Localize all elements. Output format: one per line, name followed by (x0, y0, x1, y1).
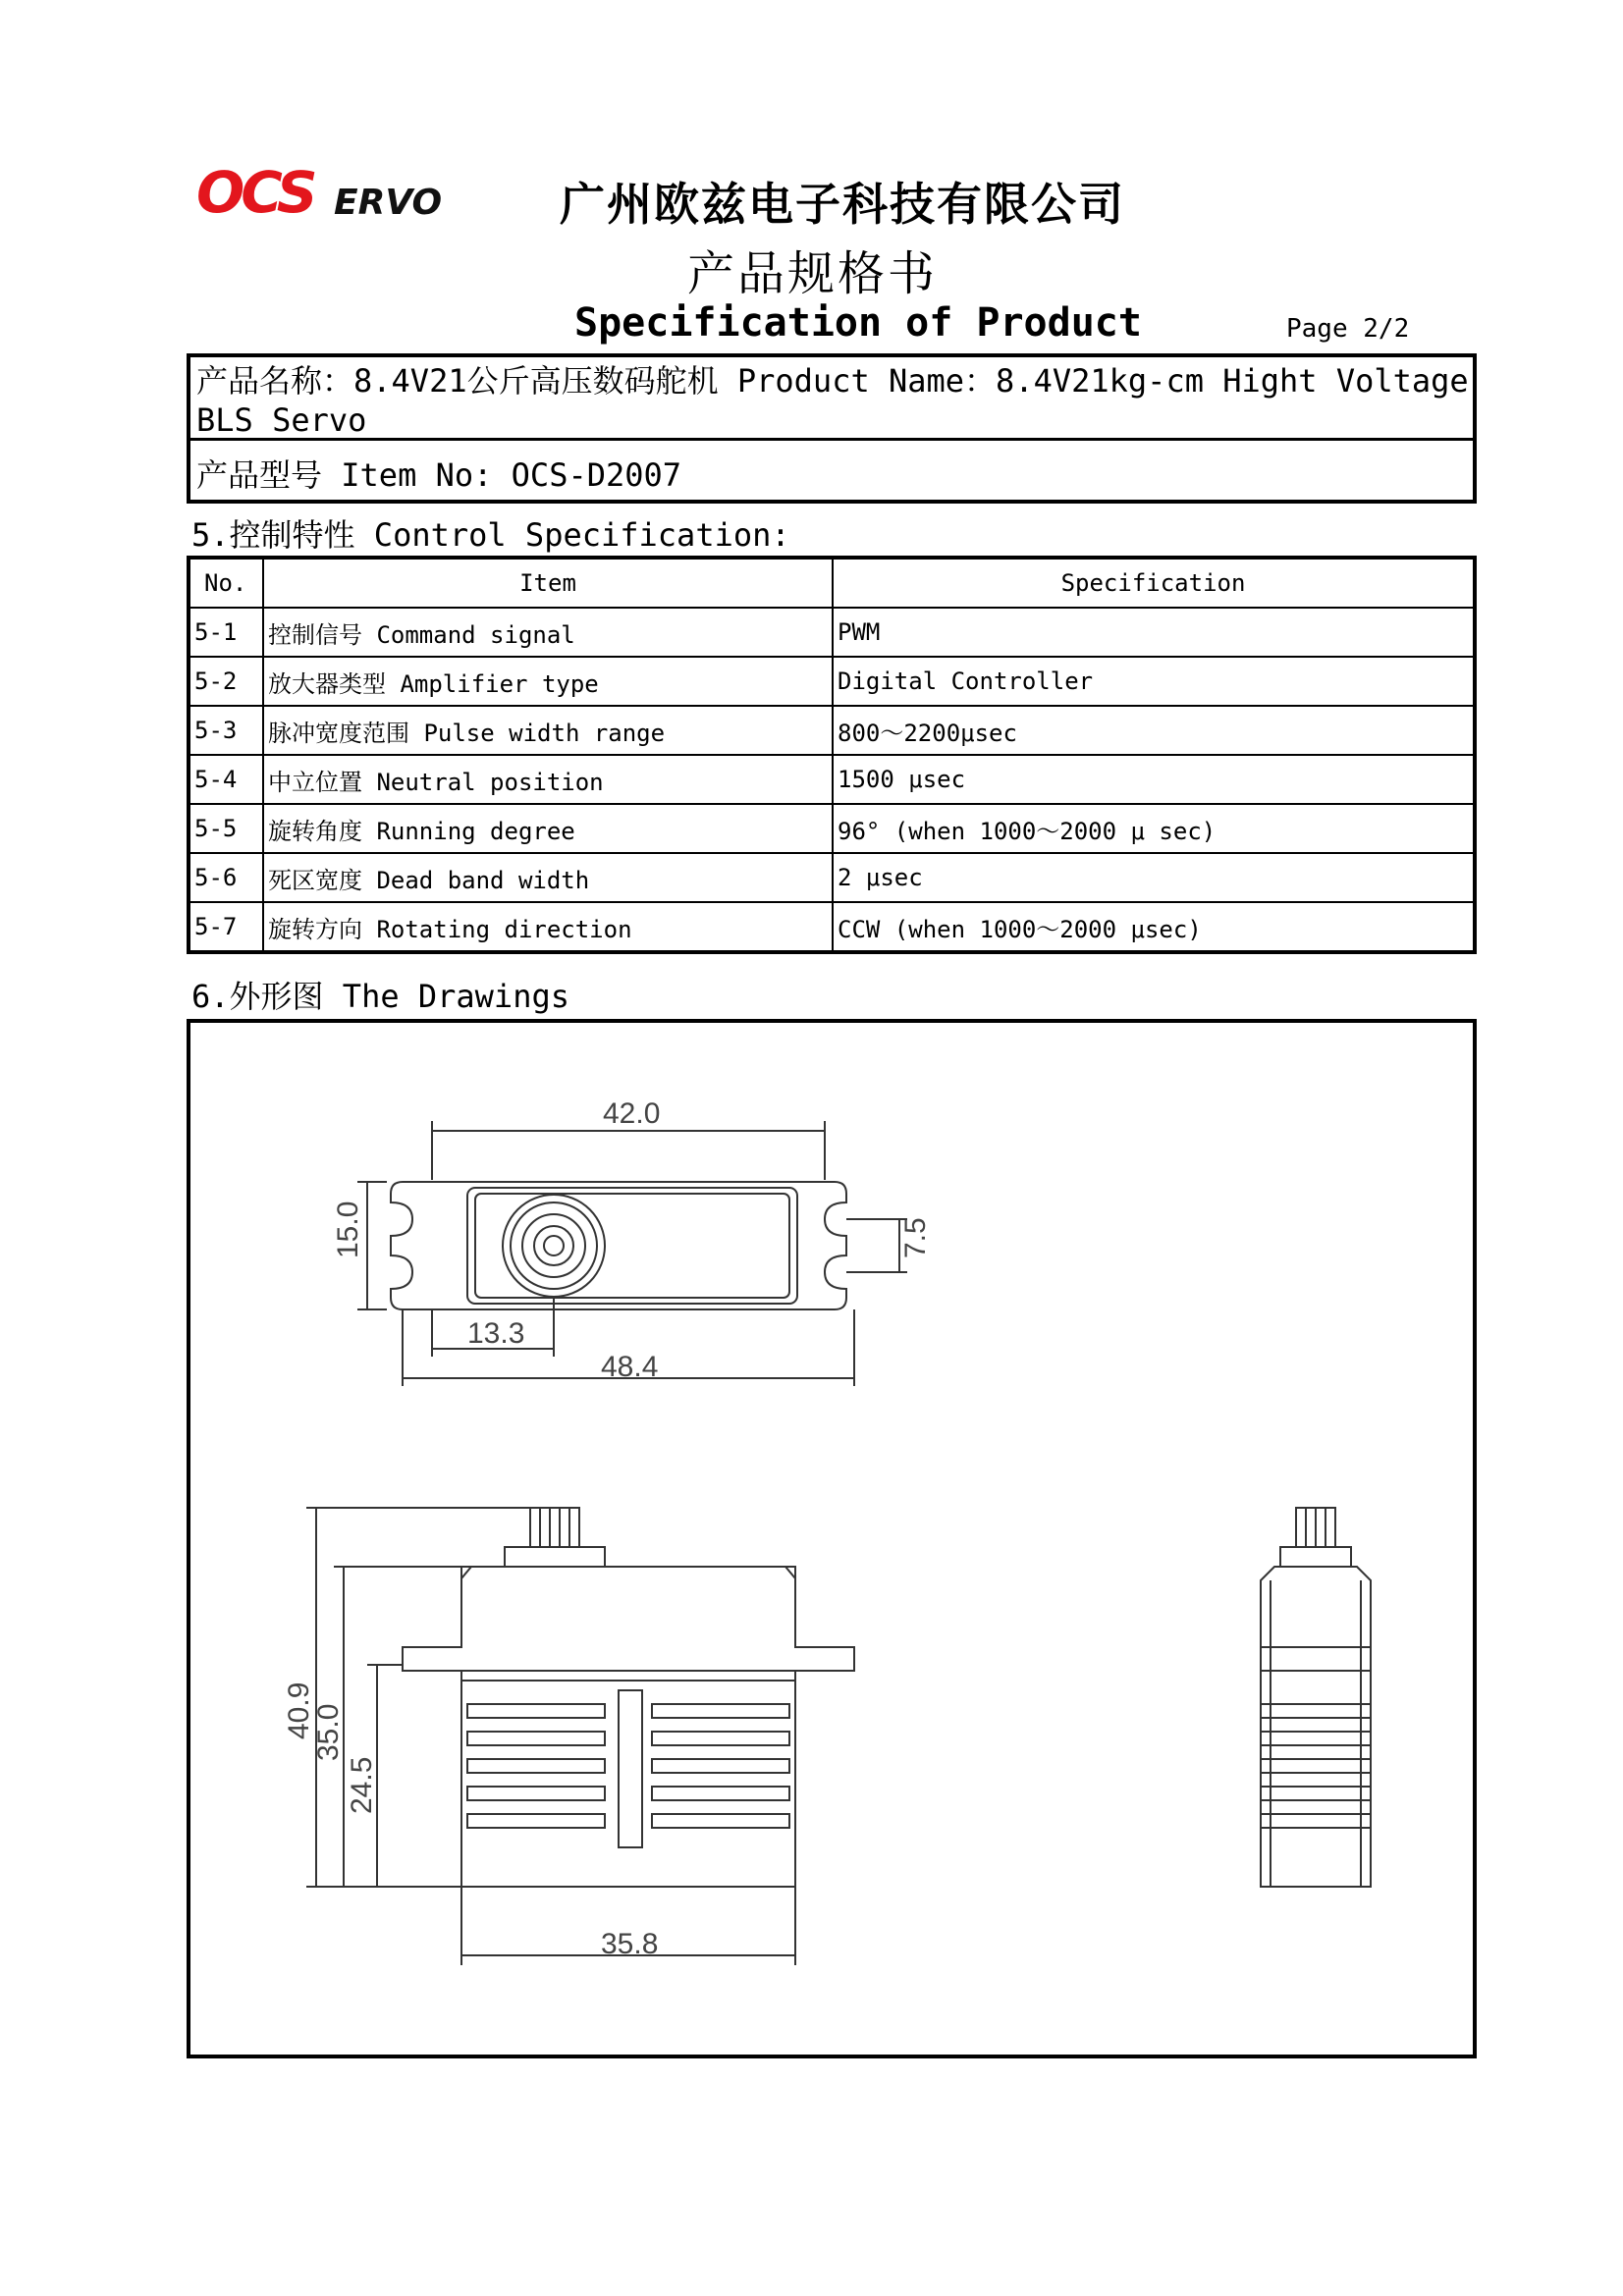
top-view (357, 1121, 907, 1386)
row-item: 旋转角度 Running degree (263, 804, 833, 853)
product-name-line1: 产品名称：8.4V21公斤高压数码舵机 Product Name：8.4V21kg-cm Hight Voltage (196, 362, 1469, 400)
row-spec: 800～2200μsec (833, 706, 1475, 755)
item-number-row: 产品型号 Item No: OCS-D2007 (196, 456, 682, 494)
company-logo (196, 165, 457, 224)
dim-13-3: 13.3 (467, 1317, 525, 1350)
dim-7-5: 7.5 (899, 1217, 932, 1258)
column-header-no: No. (189, 558, 263, 608)
drawings-section-title: 6.外形图 The Drawings (191, 978, 569, 1015)
document-title-cn: 产品规格书 (687, 246, 939, 301)
column-header-item: Item (263, 558, 833, 608)
row-item: 中立位置 Neutral position (263, 755, 833, 804)
row-number: 5-4 (189, 755, 263, 804)
row-spec: 1500 μsec (833, 755, 1475, 804)
dim-35-0: 35.0 (312, 1703, 345, 1761)
row-spec: CCW (when 1000～2000 μsec) (833, 902, 1475, 952)
control-spec-section-title: 5.控制特性 Control Specification: (191, 516, 790, 554)
row-spec: 2 μsec (833, 853, 1475, 902)
product-info-box (187, 353, 1477, 504)
table-row (189, 706, 1475, 755)
row-spec: Digital Controller (833, 657, 1475, 706)
column-header-specification: Specification (833, 558, 1475, 608)
dim-35-8: 35.8 (601, 1928, 659, 1960)
product-name-row (190, 357, 1473, 441)
table-row (189, 755, 1475, 804)
row-item: 控制信号 Command signal (263, 608, 833, 657)
row-number: 5-1 (189, 608, 263, 657)
company-name: 广州欧兹电子科技有限公司 (560, 178, 1125, 231)
row-item: 脉冲宽度范围 Pulse width range (263, 706, 833, 755)
front-view (306, 1508, 854, 1965)
row-number: 5-7 (189, 902, 263, 952)
row-item: 死区宽度 Dead band width (263, 853, 833, 902)
table-row (189, 853, 1475, 902)
page-number: Page 2/2 (1286, 314, 1410, 344)
control-spec-table (187, 556, 1477, 954)
row-spec: 96° (when 1000～2000 μ sec) (833, 804, 1475, 853)
servo-technical-drawing (190, 1023, 1473, 2055)
side-view (1261, 1508, 1371, 1887)
row-spec: PWM (833, 608, 1475, 657)
table-row (189, 608, 1475, 657)
row-number: 5-6 (189, 853, 263, 902)
table-row (189, 804, 1475, 853)
row-number: 5-5 (189, 804, 263, 853)
document-title-en: Specification of Product (574, 300, 1142, 346)
drawing-frame (187, 1019, 1477, 2058)
row-item: 旋转方向 Rotating direction (263, 902, 833, 952)
dim-48-4: 48.4 (601, 1351, 659, 1383)
svg-text:ERVO: ERVO (334, 183, 443, 223)
row-number: 5-3 (189, 706, 263, 755)
table-row (189, 902, 1475, 952)
dim-40-9: 40.9 (283, 1682, 315, 1739)
dim-24-5: 24.5 (346, 1756, 378, 1814)
dim-42-0: 42.0 (603, 1097, 661, 1130)
product-name-line2: BLS Servo (196, 401, 367, 439)
row-item: 放大器类型 Amplifier type (263, 657, 833, 706)
table-header-row (189, 558, 1475, 608)
dim-15-0: 15.0 (332, 1201, 364, 1258)
table-row (189, 657, 1475, 706)
row-number: 5-2 (189, 657, 263, 706)
svg-text:OCS: OCS (196, 165, 314, 224)
